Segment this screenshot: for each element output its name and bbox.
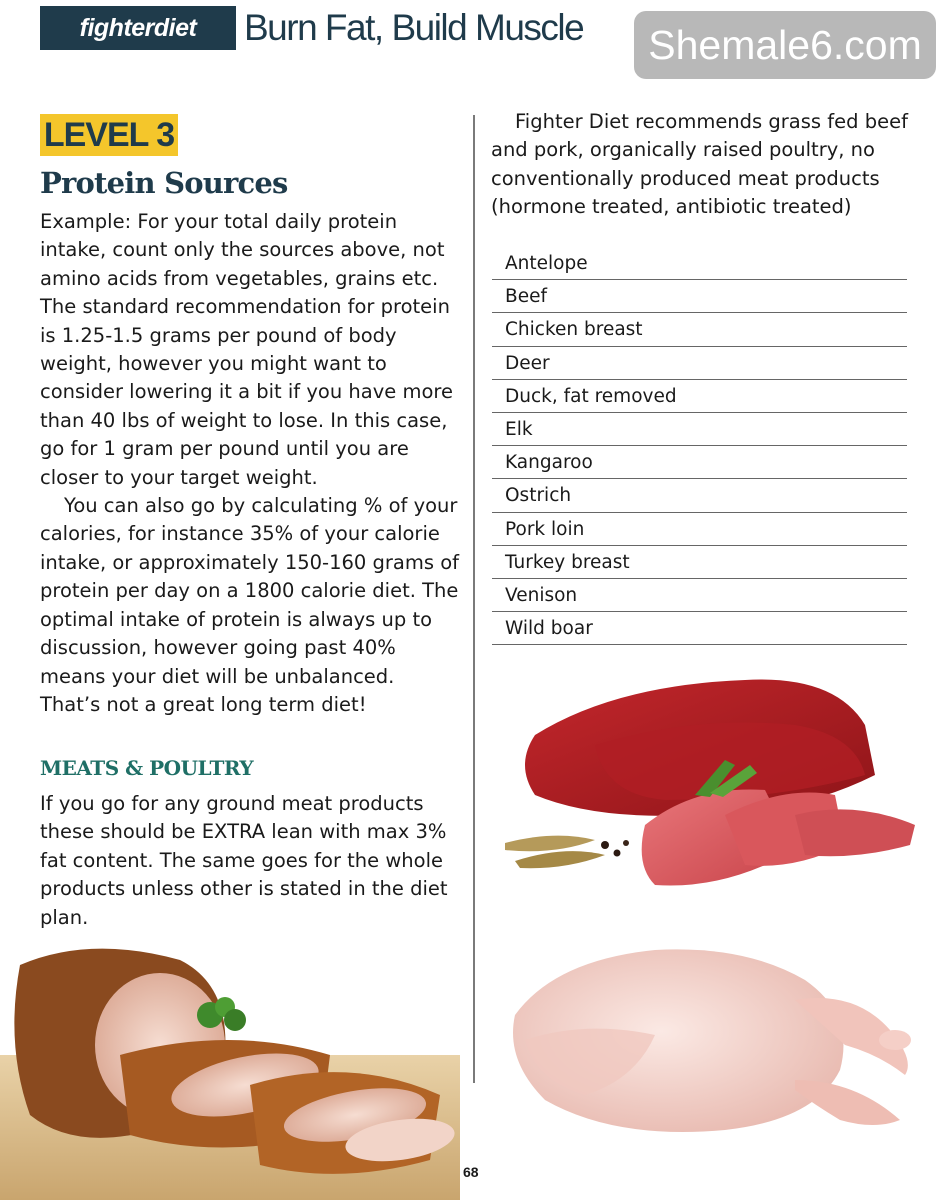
list-item: Beef — [492, 280, 907, 313]
list-item: Elk — [492, 413, 907, 446]
right-intro: Fighter Diet recommends grass fed beef and pork, organically raised poultry, no conventionally produced meat products (hormone treated, antibiotic treated) — [491, 110, 908, 219]
list-item: Kangaroo — [492, 446, 907, 479]
meat-list — [492, 247, 907, 645]
list-item: Turkey breast — [492, 546, 907, 579]
paragraph-calorie-percent: You can also go by calculating % of your calories, for instance 35% of your calorie intake, or approximately 150-160 grams of protein per day on a 1800 calorie diet. The optimal intake of protein is always up to discussion, however going past 40% means your diet will be unbalanced. That’s not a great long term diet! — [40, 494, 460, 716]
level-badge: LEVEL 3 — [40, 114, 178, 156]
meats-text — [40, 790, 460, 932]
list-item: Venison — [492, 579, 907, 612]
raw-duck-image — [495, 930, 925, 1145]
intro-text — [40, 208, 460, 719]
list-item: Ostrich — [492, 479, 907, 512]
list-item: Deer — [492, 347, 907, 380]
header-tagline: Burn Fat, Build Muscle — [244, 7, 584, 48]
paragraph-ground-meat: If you go for any ground meat products these should be EXTRA lean with max 3% fat content. The same goes for the whole products unless other is stated in the diet plan. — [40, 792, 448, 929]
list-item: Chicken breast — [492, 313, 907, 346]
column-divider — [473, 115, 475, 1083]
list-item: Antelope — [492, 247, 907, 280]
list-item: Wild boar — [492, 612, 907, 645]
brand-logo: fighterdiet — [40, 6, 236, 50]
meats-poultry-heading: MEATS & POULTRY — [40, 756, 254, 780]
list-item: Pork loin — [492, 513, 907, 546]
paragraph-protein-example: Example: For your total daily protein intake, count only the sources above, not amino acids from vegetables, grains etc. The standard recommendation for protein is 1.25-1.5 grams per pound of body weight, however you might want to consider lowering it a bit if you have more than 40 lbs of weight to lose. In this case, go for 1 gram per pound until you are closer to your target weight. — [40, 210, 453, 489]
list-item: Duck, fat removed — [492, 380, 907, 413]
watermark: Shemale6.com — [634, 11, 936, 79]
roast-pork-image — [0, 935, 460, 1200]
section-title: Protein Sources — [40, 166, 288, 200]
page-number: 68 — [463, 1164, 479, 1180]
raw-beef-image — [495, 665, 925, 905]
